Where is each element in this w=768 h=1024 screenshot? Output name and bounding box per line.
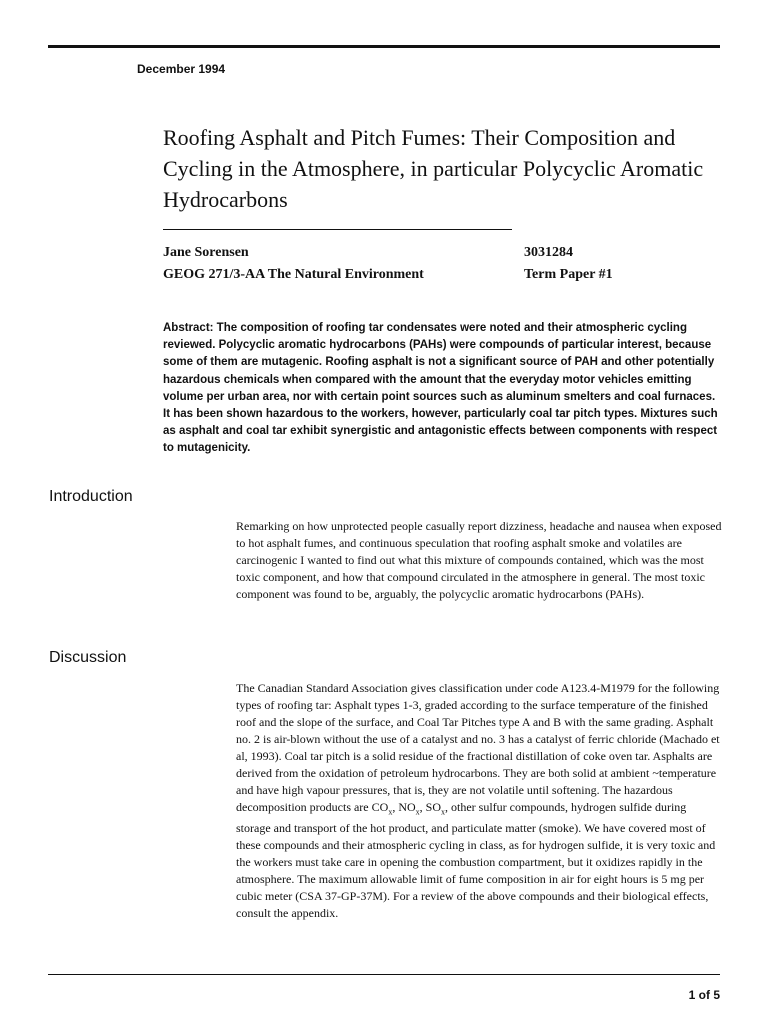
author-name: Jane Sorensen [163,245,249,260]
paper-title: Roofing Asphalt and Pitch Fumes: Their Composition and Cycling in the Atmosphere, in particular Polycyclic Aromatic Hydrocarbons [163,125,704,212]
course-name: GEOG 271/3-AA The Natural Environment [163,267,424,282]
title-rule [163,229,512,230]
document-date: December 1994 [137,62,226,76]
assignment-label: Term Paper #1 [524,267,613,282]
author-block [163,245,703,289]
student-number: 3031284 [524,245,573,260]
introduction-heading: Introduction [49,488,133,505]
footer-rule [48,974,720,975]
header-rule [48,45,720,48]
introduction-paragraph: Remarking on how unprotected people casually report dizziness, headache and nausea when exposed to hot asphalt fumes, and continuous speculation that roofing asphalt smoke and volatiles are carcinogenic I wanted to find out what this mixture of compounds contained, which was the most toxic component, and how that compound circulated in the atmosphere in general. The most toxic component was found to be, arguably, the polycyclic aromatic hydrocarbons (PAHs). [236,519,722,601]
abstract: Abstract: The composition of roofing tar condensates were noted and their atmospheric cycling reviewed. Polycyclic aromatic hydrocarbons (PAHs) were compounds of particular interest, because some of them are mutagenic. Roofing asphalt is not a significant source of PAH and other potentially hazardous chemicals when compared with the amount that the everyday motor vehicles emitting volume per urban area, nor with certain point sources such as aluminum smelters and coal furnaces. It has been shown hazardous to the workers, however, particularly coal tar pitch types. Mixtures such as asphalt and coal tar exhibit synergistic and antagonistic effects between components with respect to mutagenicity. [163,322,718,455]
discussion-paragraph: The Canadian Standard Association gives classification under code A123.4-M1979 for the following types of roofing tar: Asphalt types 1-3, graded according to the surface temperature of the finished roof and the slope of the surface, and Coal Tar Pitches type A and B with the same grading. Asphalt no. 2 is air-blown without the use of a catalyst and no. 3 has a catalyst of ferric chloride (Machado et al, 1993). Coal tar pitch is a solid residue of the fractional distillation of coke oven tar. Asphalts are derived from the oxidation of petroleum hydrocarbons. They are both solid at ambient ~temperature and have high vapour pressures, that is, they are not volatile until softening. The hazardous decomposition products are $CO_x$, $NO_x$, $SO_x$, other sulfur compounds, hydrogen sulfide during storage and transport of the hot product, and particulate matter (smoke). We have covered most of these compounds and their atmospheric cycling in class, as for hydrogen sulfide, it is very toxic and the workers must take care in opening the combustion compartment, but it oxidizes rapidly in the atmosphere. The maximum allowable limit of fume composition in air for eight hours is 5 mg per cubic meter (CSA 37-GP-37M). For a review of the above compounds and their biological effects, consult the appendix. [236,681,720,921]
page-number: 1 of 5 [688,988,720,1002]
discussion-heading: Discussion [49,649,127,666]
